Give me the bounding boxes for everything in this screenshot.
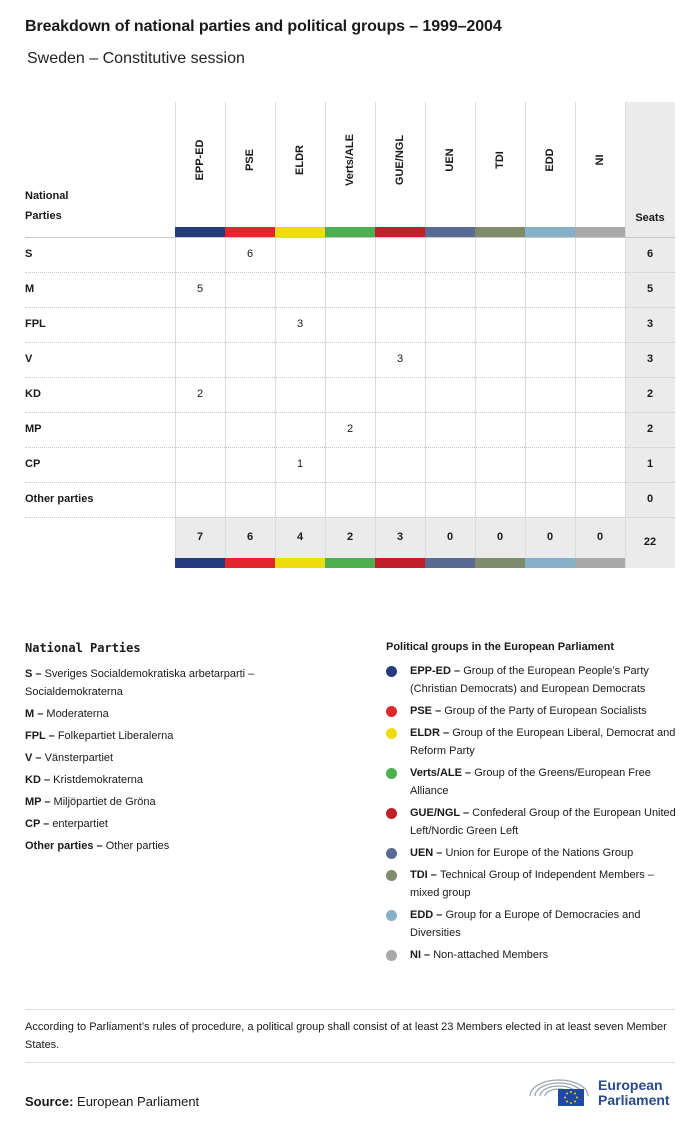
- group-total-cell: 0: [446, 531, 454, 543]
- header-divider: [25, 237, 675, 238]
- group-color-dot: [386, 848, 397, 859]
- row-party-label: MP: [25, 423, 42, 435]
- row-total-seats: 1: [646, 458, 654, 470]
- group-color-dot: [386, 870, 397, 881]
- source-value: European Parliament: [77, 1094, 200, 1109]
- seat-count-cell: 1: [296, 458, 304, 470]
- row-divider: [25, 377, 675, 378]
- grand-total-seats: 22: [643, 536, 657, 548]
- row-divider: [25, 272, 675, 273]
- group-legend-item: [386, 764, 681, 800]
- group-color-bar-bottom: [275, 558, 325, 568]
- row-total-seats: 6: [646, 248, 654, 260]
- group-total-cell: 0: [496, 531, 504, 543]
- group-legend-item: [386, 702, 681, 720]
- row-divider: [25, 517, 675, 518]
- row-divider: [25, 307, 675, 308]
- group-abbr: ELDR –: [410, 727, 453, 739]
- group-color-bar-bottom: [525, 558, 575, 568]
- party-legend-item: [25, 837, 355, 855]
- party-legend-item: [25, 727, 355, 745]
- party-full-name: Kristdemokraterna: [53, 774, 143, 786]
- party-full-name: Sveriges Socialdemokratiska arbetarparti – Socialdemokraterna: [25, 668, 255, 698]
- group-header-edd: [525, 102, 575, 227]
- seat-count-cell: 2: [346, 423, 354, 435]
- seat-count-cell: 5: [196, 283, 204, 295]
- page-title: Breakdown of national parties and political groups – 1999–2004: [25, 18, 502, 35]
- party-full-name: Vänsterpartiet: [44, 752, 114, 764]
- group-abbr: PSE –: [410, 705, 445, 717]
- party-legend-item: [25, 705, 355, 723]
- group-legend-item: [386, 804, 681, 840]
- seat-count-cell: 3: [296, 318, 304, 330]
- note-divider-top: [25, 1009, 675, 1010]
- party-abbr: Other parties –: [25, 840, 106, 852]
- row-divider: [25, 482, 675, 483]
- row-total-seats: 2: [646, 388, 654, 400]
- group-color-dot: [386, 808, 397, 819]
- group-header-verts-ale: [325, 102, 375, 227]
- group-color-dot: [386, 910, 397, 921]
- group-legend-item: [386, 906, 681, 942]
- group-header-label: PSE: [244, 148, 256, 172]
- party-full-name: Miljöpartiet de Gröna: [53, 796, 156, 808]
- party-full-name: Other parties: [105, 840, 170, 852]
- party-full-name: enterpartiet: [52, 818, 108, 830]
- group-abbr: NI –: [410, 949, 434, 961]
- group-color-dot: [386, 950, 397, 961]
- party-full-name: Folkepartiet Liberalerna: [57, 730, 174, 742]
- group-full-name: Group of the European People’s Party (Christian Democrats) and European Democrats: [410, 665, 649, 695]
- party-abbr: CP –: [25, 818, 53, 830]
- group-legend-item: [386, 866, 681, 902]
- group-color-bar-top: [325, 227, 375, 237]
- seat-count-cell: 3: [396, 353, 404, 365]
- row-divider: [25, 342, 675, 343]
- group-legend-item: [386, 724, 681, 760]
- group-color-bar-bottom: [425, 558, 475, 568]
- row-party-label: CP: [25, 458, 41, 470]
- row-total-seats: 0: [646, 493, 654, 505]
- group-color-bar-bottom: [375, 558, 425, 568]
- group-total-cell: 6: [246, 531, 254, 543]
- group-legend-item: [386, 844, 681, 862]
- group-full-name: Confederal Group of the European United Left/Nordic Green Left: [410, 807, 676, 837]
- group-legend-item: [386, 946, 681, 964]
- page-subtitle: Sweden – Constitutive session: [27, 50, 245, 67]
- group-full-name: Technical Group of Independent Members – mixed group: [410, 869, 654, 899]
- group-total-cell: 0: [546, 531, 554, 543]
- group-total-cell: 7: [196, 531, 204, 543]
- group-legend-item: [386, 662, 681, 698]
- party-legend-item: [25, 815, 355, 833]
- european-parliament-logo: [526, 1072, 676, 1112]
- party-abbr: S –: [25, 668, 45, 680]
- group-total-cell: 3: [396, 531, 404, 543]
- seats-header-label: Seats: [635, 212, 665, 224]
- group-header-gue-ngl: [375, 102, 425, 227]
- group-color-bar-bottom: [475, 558, 525, 568]
- party-abbr: FPL –: [25, 730, 58, 742]
- source-label: Source:: [25, 1094, 74, 1109]
- row-divider: [25, 412, 675, 413]
- group-abbr: Verts/ALE –: [410, 767, 475, 779]
- political-groups-legend: [386, 641, 681, 968]
- row-header-label: National Parties: [25, 190, 69, 222]
- group-total-cell: 4: [296, 531, 304, 543]
- group-header-ni: [575, 102, 625, 227]
- group-abbr: TDI –: [410, 869, 440, 881]
- row-party-label: M: [25, 283, 35, 295]
- group-color-bar-bottom: [325, 558, 375, 568]
- group-abbr: EDD –: [410, 909, 446, 921]
- group-header-epp-ed: [175, 102, 225, 227]
- logo-line-1: European: [598, 1077, 663, 1093]
- group-header-pse: [225, 102, 275, 227]
- group-header-label: ELDR: [294, 145, 306, 175]
- group-color-dot: [386, 728, 397, 739]
- group-color-dot: [386, 768, 397, 779]
- group-full-name: Non-attached Members: [433, 949, 549, 961]
- national-parties-legend: [25, 641, 355, 859]
- group-header-label: UEN: [444, 148, 456, 172]
- rules-note: According to Parliament’s rules of procedure, a political group shall consist of at least 23 Members elected in at least seven Member States.: [25, 1021, 667, 1051]
- group-abbr: UEN –: [410, 847, 446, 859]
- party-full-name: Moderaterna: [46, 708, 109, 720]
- group-header-tdi: [475, 102, 525, 227]
- group-header-label: GUE/NGL: [394, 134, 406, 186]
- note-divider-bottom: [25, 1062, 675, 1063]
- group-header-label: TDI: [494, 151, 506, 169]
- group-header-label: EPP-ED: [194, 139, 206, 181]
- group-color-bar-top: [575, 227, 625, 237]
- logo-line-2: Parliament: [598, 1092, 670, 1108]
- group-header-label: NI: [594, 154, 606, 166]
- group-header-eldr: [275, 102, 325, 227]
- row-party-label: S: [25, 248, 33, 260]
- party-abbr: M –: [25, 708, 47, 720]
- group-color-bar-top: [275, 227, 325, 237]
- party-abbr: KD –: [25, 774, 54, 786]
- group-full-name: Group of the European Liberal, Democrat and Reform Party: [410, 727, 676, 757]
- party-abbr: V –: [25, 752, 45, 764]
- group-color-dot: [386, 706, 397, 717]
- group-color-bar-top: [425, 227, 475, 237]
- parliament-hemicycle-icon: [526, 1072, 592, 1108]
- row-total-seats: 5: [646, 283, 654, 295]
- group-color-bar-bottom: [575, 558, 625, 568]
- row-party-label: FPL: [25, 318, 46, 330]
- group-header-uen: [425, 102, 475, 227]
- group-header-label: Verts/ALE: [344, 134, 356, 186]
- national-parties-heading: National Parties: [25, 641, 141, 655]
- group-total-cell: 2: [346, 531, 354, 543]
- political-groups-heading: Political groups in the European Parliament: [386, 641, 614, 653]
- party-legend-item: [25, 771, 355, 789]
- group-full-name: Union for Europe of the Nations Group: [445, 847, 634, 859]
- party-legend-item: [25, 665, 355, 701]
- row-party-label: V: [25, 353, 33, 365]
- group-full-name: Group of the Party of European Socialists: [444, 705, 647, 717]
- group-abbr: GUE/NGL –: [410, 807, 473, 819]
- group-color-bar-top: [375, 227, 425, 237]
- group-color-bar-top: [525, 227, 575, 237]
- group-total-cell: 0: [596, 531, 604, 543]
- seat-count-cell: 2: [196, 388, 204, 400]
- group-color-dot: [386, 666, 397, 677]
- party-abbr: MP –: [25, 796, 54, 808]
- party-legend-item: [25, 793, 355, 811]
- logo-wordmark: [598, 1078, 670, 1108]
- source-credit: [25, 1094, 199, 1109]
- group-full-name: Group of the Greens/European Free Alliance: [410, 767, 651, 797]
- group-full-name: Group for a Europe of Democracies and Diversities: [410, 909, 641, 939]
- seat-count-cell: 6: [246, 248, 254, 260]
- party-legend-item: [25, 749, 355, 767]
- group-color-bar-top: [175, 227, 225, 237]
- group-color-bar-top: [475, 227, 525, 237]
- group-header-label: EDD: [544, 148, 556, 172]
- row-total-seats: 3: [646, 353, 654, 365]
- row-divider: [25, 447, 675, 448]
- group-color-bar-bottom: [225, 558, 275, 568]
- row-total-seats: 2: [646, 423, 654, 435]
- group-abbr: EPP-ED –: [410, 665, 464, 677]
- group-color-bar-top: [225, 227, 275, 237]
- row-total-seats: 3: [646, 318, 654, 330]
- row-party-label: Other parties: [25, 493, 94, 505]
- row-party-label: KD: [25, 388, 41, 400]
- group-color-bar-bottom: [175, 558, 225, 568]
